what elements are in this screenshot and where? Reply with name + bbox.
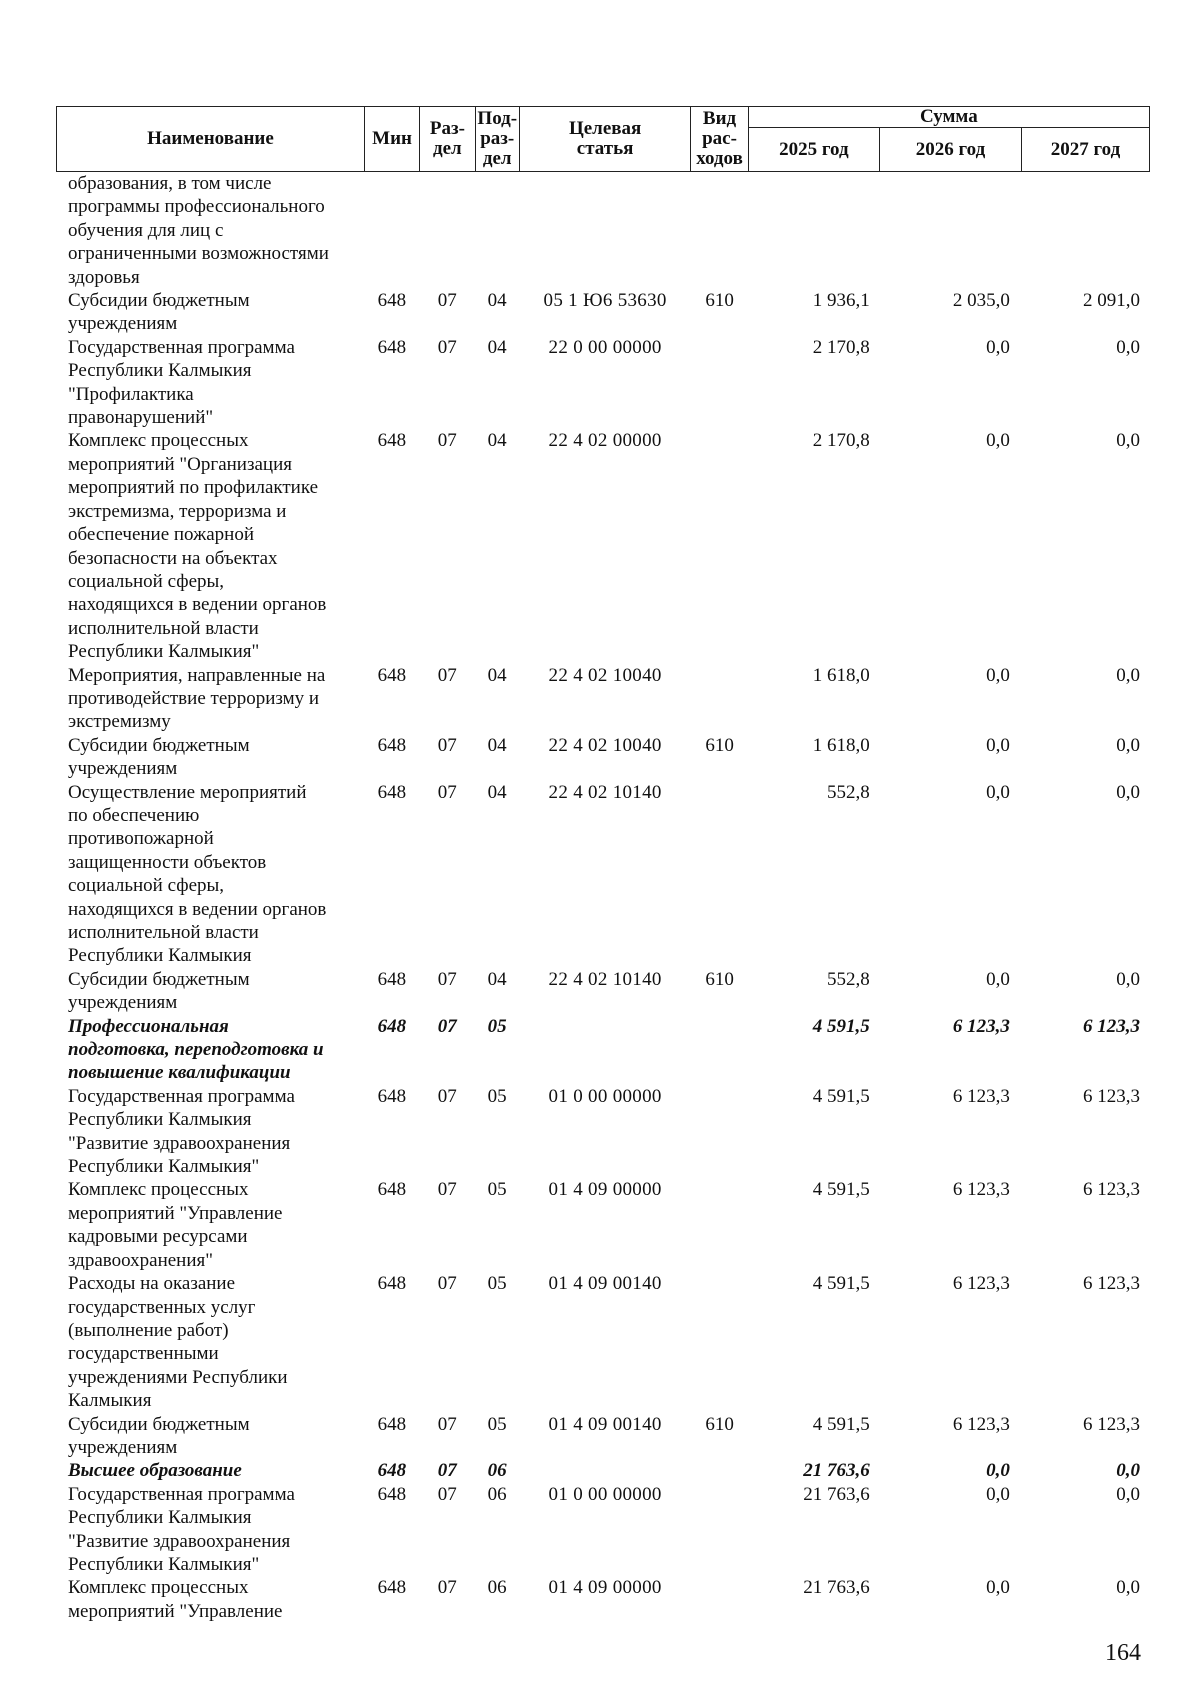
cell-name-line: Республики Калмыкия [68,1507,252,1529]
cell-name-line: "Развитие здравоохранения [68,1132,291,1154]
cell-razdel: 07 [437,968,457,990]
cell-name-line: Комплекс процессных [68,430,249,452]
cell-vid: 610 [705,734,734,756]
cell-name [56,1015,364,1085]
cell-name-line: программы профессионального [68,196,325,218]
cell-podrazdel: 06 [487,1577,507,1599]
cell-2025: 21 763,6 [803,1483,870,1505]
table-row [56,968,1150,1015]
cell-name [56,172,364,289]
cell-2027: 0,0 [1116,336,1140,358]
cell-name-line: (выполнение работ) [68,1319,229,1341]
cell-name-line: исполнительной власти [68,922,259,943]
cell-2027: 6 123,3 [1083,1179,1140,1201]
table-body [56,172,1150,1623]
cell-name-line: Республики Калмыкия" [68,641,260,663]
cell-podrazdel: 05 [487,1085,507,1107]
table-row [56,1178,1150,1272]
cell-vid [691,1483,749,1577]
cell-razdel: 07 [437,664,457,686]
cell-name-line: Республики Калмыкия" [68,1156,260,1178]
cell-name [56,1576,364,1623]
cell-podrazdel: 06 [487,1460,507,1482]
cell-razdel: 07 [437,1179,457,1201]
cell-name-line: обучения для лиц с [68,219,224,241]
cell-celevaya [519,1015,690,1085]
cell-2027: 6 123,3 [1083,1085,1140,1107]
cell-podrazdel: 05 [487,1179,507,1201]
cell-name-line: Государственная программа [68,1483,295,1505]
cell-name-line: мероприятий "Управление [68,1600,283,1622]
cell-celevaya: 22 4 02 00000 [548,430,662,452]
cell-name-line: Мероприятия, направленные на [68,664,326,686]
cell-name [56,968,364,1015]
cell-name-line: учреждениям [68,313,178,335]
cell-min: 648 [377,664,407,686]
cell-razdel: 07 [437,1273,457,1295]
cell-vid [691,336,749,430]
cell-podrazdel: 04 [487,290,507,312]
cell-2026 [880,172,1022,289]
cell-2026: 0,0 [986,734,1010,756]
cell-2025: 1 936,1 [812,290,870,312]
table-row [56,1085,1150,1179]
cell-celevaya: 22 4 02 10040 [548,664,662,686]
cell-vid [691,429,749,663]
cell-name-line: учреждениям [68,758,178,780]
cell-razdel [420,172,475,289]
cell-name-line: здравоохранения" [68,1249,213,1271]
cell-name-line: ограниченными возможностями [68,243,329,265]
cell-name-line: противопожарной [68,828,214,850]
cell-name-line: государственными [68,1343,219,1365]
cell-2027: 0,0 [1116,1483,1140,1505]
cell-name-line: Республики Калмыкия" [68,1553,260,1575]
cell-vid [691,1576,749,1623]
header-year-2027: 2027 год [1021,128,1149,172]
cell-podrazdel: 05 [487,1273,507,1295]
cell-2026: 6 123,3 [952,1413,1010,1435]
cell-razdel: 07 [437,430,457,452]
cell-name-line: исполнительной власти [68,617,259,639]
cell-podrazdel: 04 [487,968,507,990]
header-vid-line: Вид [702,108,737,129]
header-vid [691,107,748,172]
cell-celevaya: 01 4 09 00140 [548,1413,662,1435]
cell-celevaya [519,172,690,289]
cell-celevaya: 22 0 00 00000 [548,336,662,358]
cell-name-line: по обеспечению [68,804,200,826]
cell-podrazdel: 04 [487,336,507,358]
cell-2025: 21 763,6 [803,1460,870,1482]
cell-razdel: 07 [437,1483,457,1505]
page-number: 164 [1105,1640,1141,1666]
header-year-2025: 2025 год [748,128,879,172]
cell-vid [691,1015,749,1085]
cell-vid [691,664,749,734]
cell-2025: 21 763,6 [803,1577,870,1599]
cell-2025: 1 618,0 [812,734,870,756]
cell-2025 [748,172,879,289]
cell-celevaya: 01 0 00 00000 [548,1085,662,1107]
cell-name-line: кадровыми ресурсами [68,1226,248,1248]
cell-razdel: 07 [437,1460,457,1482]
cell-name-line: Калмыкия [68,1390,152,1412]
table-header [56,106,1150,172]
cell-podrazdel: 04 [487,734,507,756]
cell-2026: 0,0 [986,1460,1010,1482]
cell-razdel: 07 [437,1085,457,1107]
cell-2026: 0,0 [986,336,1010,358]
cell-min [364,172,419,289]
cell-name-line: подготовка, переподготовка и [68,1039,324,1061]
cell-2027: 0,0 [1116,968,1140,990]
cell-2026: 6 123,3 [952,1273,1010,1295]
header-podrazdel-line: дел [482,148,512,169]
header-year-2026: 2026 год [879,128,1021,172]
header-summa: Сумма [748,107,1149,128]
cell-name-line: Субсидии бюджетным [68,290,250,312]
cell-2027: 6 123,3 [1083,1413,1140,1435]
cell-min: 648 [377,1085,407,1107]
header-celevaya-line: Целевая [568,118,642,139]
cell-2027: 0,0 [1116,1577,1140,1599]
cell-celevaya: 01 4 09 00000 [548,1577,662,1599]
header-podrazdel-line: раз- [480,128,515,149]
cell-min: 648 [377,968,407,990]
cell-min: 648 [377,1413,407,1435]
cell-name-line: "Профилактика [68,383,194,405]
table-row [56,1413,1150,1460]
header-razdel-line: Раз- [429,118,465,139]
cell-podrazdel: 05 [487,1413,507,1435]
cell-2027 [1022,172,1150,289]
cell-name [56,1178,364,1272]
cell-podrazdel: 06 [487,1483,507,1505]
cell-min: 648 [377,734,407,756]
header-name: Наименование [57,107,365,172]
cell-2026: 0,0 [986,430,1010,452]
cell-razdel: 07 [437,290,457,312]
cell-min: 648 [377,1179,407,1201]
cell-name-line: мероприятий "Организация [68,453,292,475]
cell-min: 648 [377,1460,407,1482]
cell-min: 648 [377,1483,407,1505]
cell-name-line: социальной сферы, [68,875,225,897]
table-row [56,1272,1150,1412]
cell-min: 648 [377,1577,407,1599]
cell-name [56,429,364,663]
cell-name-line: Расходы на оказание [68,1273,236,1295]
cell-2025: 4 591,5 [812,1085,870,1107]
cell-2025: 4 591,5 [812,1015,870,1037]
cell-min: 648 [377,781,407,803]
header-podrazdel [475,107,519,172]
table-row [56,734,1150,781]
cell-podrazdel [475,172,519,289]
cell-podrazdel: 04 [487,781,507,803]
cell-name-line: экстремизма, терроризма и [68,500,287,522]
cell-podrazdel: 04 [487,664,507,686]
cell-vid [691,1272,749,1412]
cell-name-line: учреждениям [68,1436,178,1458]
cell-2025: 2 170,8 [812,430,870,452]
cell-name-line: находящихся в ведении органов [68,594,327,616]
table-row [56,664,1150,734]
header-razdel-line: дел [433,138,462,159]
cell-razdel: 07 [437,1015,457,1037]
budget-table [56,106,1150,1623]
cell-name [56,781,364,968]
cell-razdel: 07 [437,1413,457,1435]
cell-name-line: экстремизму [68,711,171,733]
cell-celevaya: 05 1 Ю6 53630 [543,290,667,312]
cell-name-line: мероприятий по профилактике [68,477,319,499]
cell-2025: 4 591,5 [812,1179,870,1201]
cell-vid: 610 [705,290,734,312]
cell-name-line: государственных услуг [68,1296,256,1318]
header-celevaya [519,107,690,172]
cell-vid: 610 [705,1413,734,1435]
cell-name-line: Республики Калмыкия [68,945,252,967]
cell-name-line: находящихся в ведении органов [68,898,327,920]
table-row [56,429,1150,663]
cell-name-line: защищенности объектов [68,851,267,873]
cell-name-line: Осуществление мероприятий [68,781,307,803]
cell-celevaya [519,1459,690,1482]
cell-2025: 4 591,5 [812,1273,870,1295]
cell-name [56,1483,364,1577]
cell-2026: 6 123,3 [952,1015,1010,1037]
cell-podrazdel: 05 [487,1015,507,1037]
cell-vid [691,781,749,968]
cell-name-line: Профессиональная [68,1015,229,1037]
cell-name [56,734,364,781]
header-celevaya-line: статья [576,138,634,159]
table-row [56,1483,1150,1577]
cell-razdel: 07 [437,336,457,358]
cell-name-line: Высшее образование [68,1460,242,1482]
cell-min: 648 [377,1015,407,1037]
cell-celevaya: 01 4 09 00000 [548,1179,662,1201]
cell-celevaya: 22 4 02 10140 [548,968,662,990]
cell-vid [691,1459,749,1482]
cell-2025: 1 618,0 [812,664,870,686]
cell-name-line: обеспечение пожарной [68,524,254,546]
cell-name-line: "Развитие здравоохранения [68,1530,291,1552]
table-row [56,289,1150,336]
cell-name-line: Комплекс процессных [68,1577,249,1599]
cell-2026: 0,0 [986,1483,1010,1505]
cell-name [56,336,364,430]
cell-podrazdel: 04 [487,430,507,452]
cell-2025: 552,8 [826,781,870,803]
cell-min: 648 [377,336,407,358]
cell-vid [691,172,749,289]
table-row [56,172,1150,289]
cell-name-line: Республики Калмыкия [68,1109,252,1131]
table-row [56,781,1150,968]
cell-2027: 0,0 [1116,430,1140,452]
cell-name-line: учреждениями Республики [68,1366,288,1388]
header-vid-line: рас- [702,128,737,149]
cell-2026: 0,0 [986,664,1010,686]
cell-2025: 552,8 [826,968,870,990]
cell-2025: 2 170,8 [812,336,870,358]
header-vid-line: ходов [696,148,743,169]
cell-name-line: социальной сферы, [68,570,225,592]
cell-2027: 0,0 [1116,664,1140,686]
cell-2026: 0,0 [986,781,1010,803]
cell-razdel: 07 [437,781,457,803]
cell-name-line: повышение квалификации [68,1062,291,1084]
cell-name-line: Республики Калмыкия [68,360,252,382]
cell-2026: 2 035,0 [952,290,1010,312]
cell-2027: 0,0 [1116,734,1140,756]
header-min: Мин [364,107,419,172]
table-row [56,336,1150,430]
cell-celevaya: 01 4 09 00140 [548,1273,662,1295]
cell-name [56,1272,364,1412]
cell-name-line: противодействие терроризму и [68,687,320,709]
cell-vid: 610 [705,968,734,990]
cell-2027: 6 123,3 [1083,1273,1140,1295]
cell-2026: 6 123,3 [952,1179,1010,1201]
cell-name-line: здоровья [68,266,140,288]
cell-name [56,1413,364,1460]
cell-2026: 6 123,3 [952,1085,1010,1107]
cell-celevaya: 01 0 00 00000 [548,1483,662,1505]
cell-razdel: 07 [437,734,457,756]
cell-name-line: Государственная программа [68,336,295,358]
cell-name-line: Государственная программа [68,1085,295,1107]
cell-name [56,664,364,734]
cell-razdel: 07 [437,1577,457,1599]
cell-name-line: правонарушений" [68,407,214,429]
cell-min: 648 [377,1273,407,1295]
cell-celevaya: 22 4 02 10040 [548,734,662,756]
cell-vid [691,1178,749,1272]
cell-vid [691,1085,749,1179]
cell-name-line: образования, в том числе [68,173,272,194]
cell-2025: 4 591,5 [812,1413,870,1435]
cell-name-line: Субсидии бюджетным [68,968,250,990]
cell-2027: 0,0 [1116,1460,1140,1482]
cell-2026: 0,0 [986,1577,1010,1599]
cell-name [56,1459,364,1482]
cell-name [56,1085,364,1179]
cell-name-line: Субсидии бюджетным [68,734,250,756]
cell-min: 648 [377,290,407,312]
cell-name-line: Субсидии бюджетным [68,1413,250,1435]
table-row [56,1015,1150,1085]
table-row [56,1576,1150,1623]
cell-2027: 0,0 [1116,781,1140,803]
cell-name-line: Комплекс процессных [68,1179,249,1201]
cell-2027: 2 091,0 [1083,290,1140,312]
cell-min: 648 [377,430,407,452]
header-podrazdel-line: Под- [477,108,518,129]
cell-name-line: безопасности на объектах [68,547,278,569]
cell-name-line: учреждениям [68,992,178,1014]
table-row [56,1459,1150,1482]
cell-name [56,289,364,336]
cell-name-line: мероприятий "Управление [68,1202,283,1224]
cell-celevaya: 22 4 02 10140 [548,781,662,803]
header-razdel [420,107,475,172]
cell-2027: 6 123,3 [1083,1015,1140,1037]
cell-2026: 0,0 [986,968,1010,990]
